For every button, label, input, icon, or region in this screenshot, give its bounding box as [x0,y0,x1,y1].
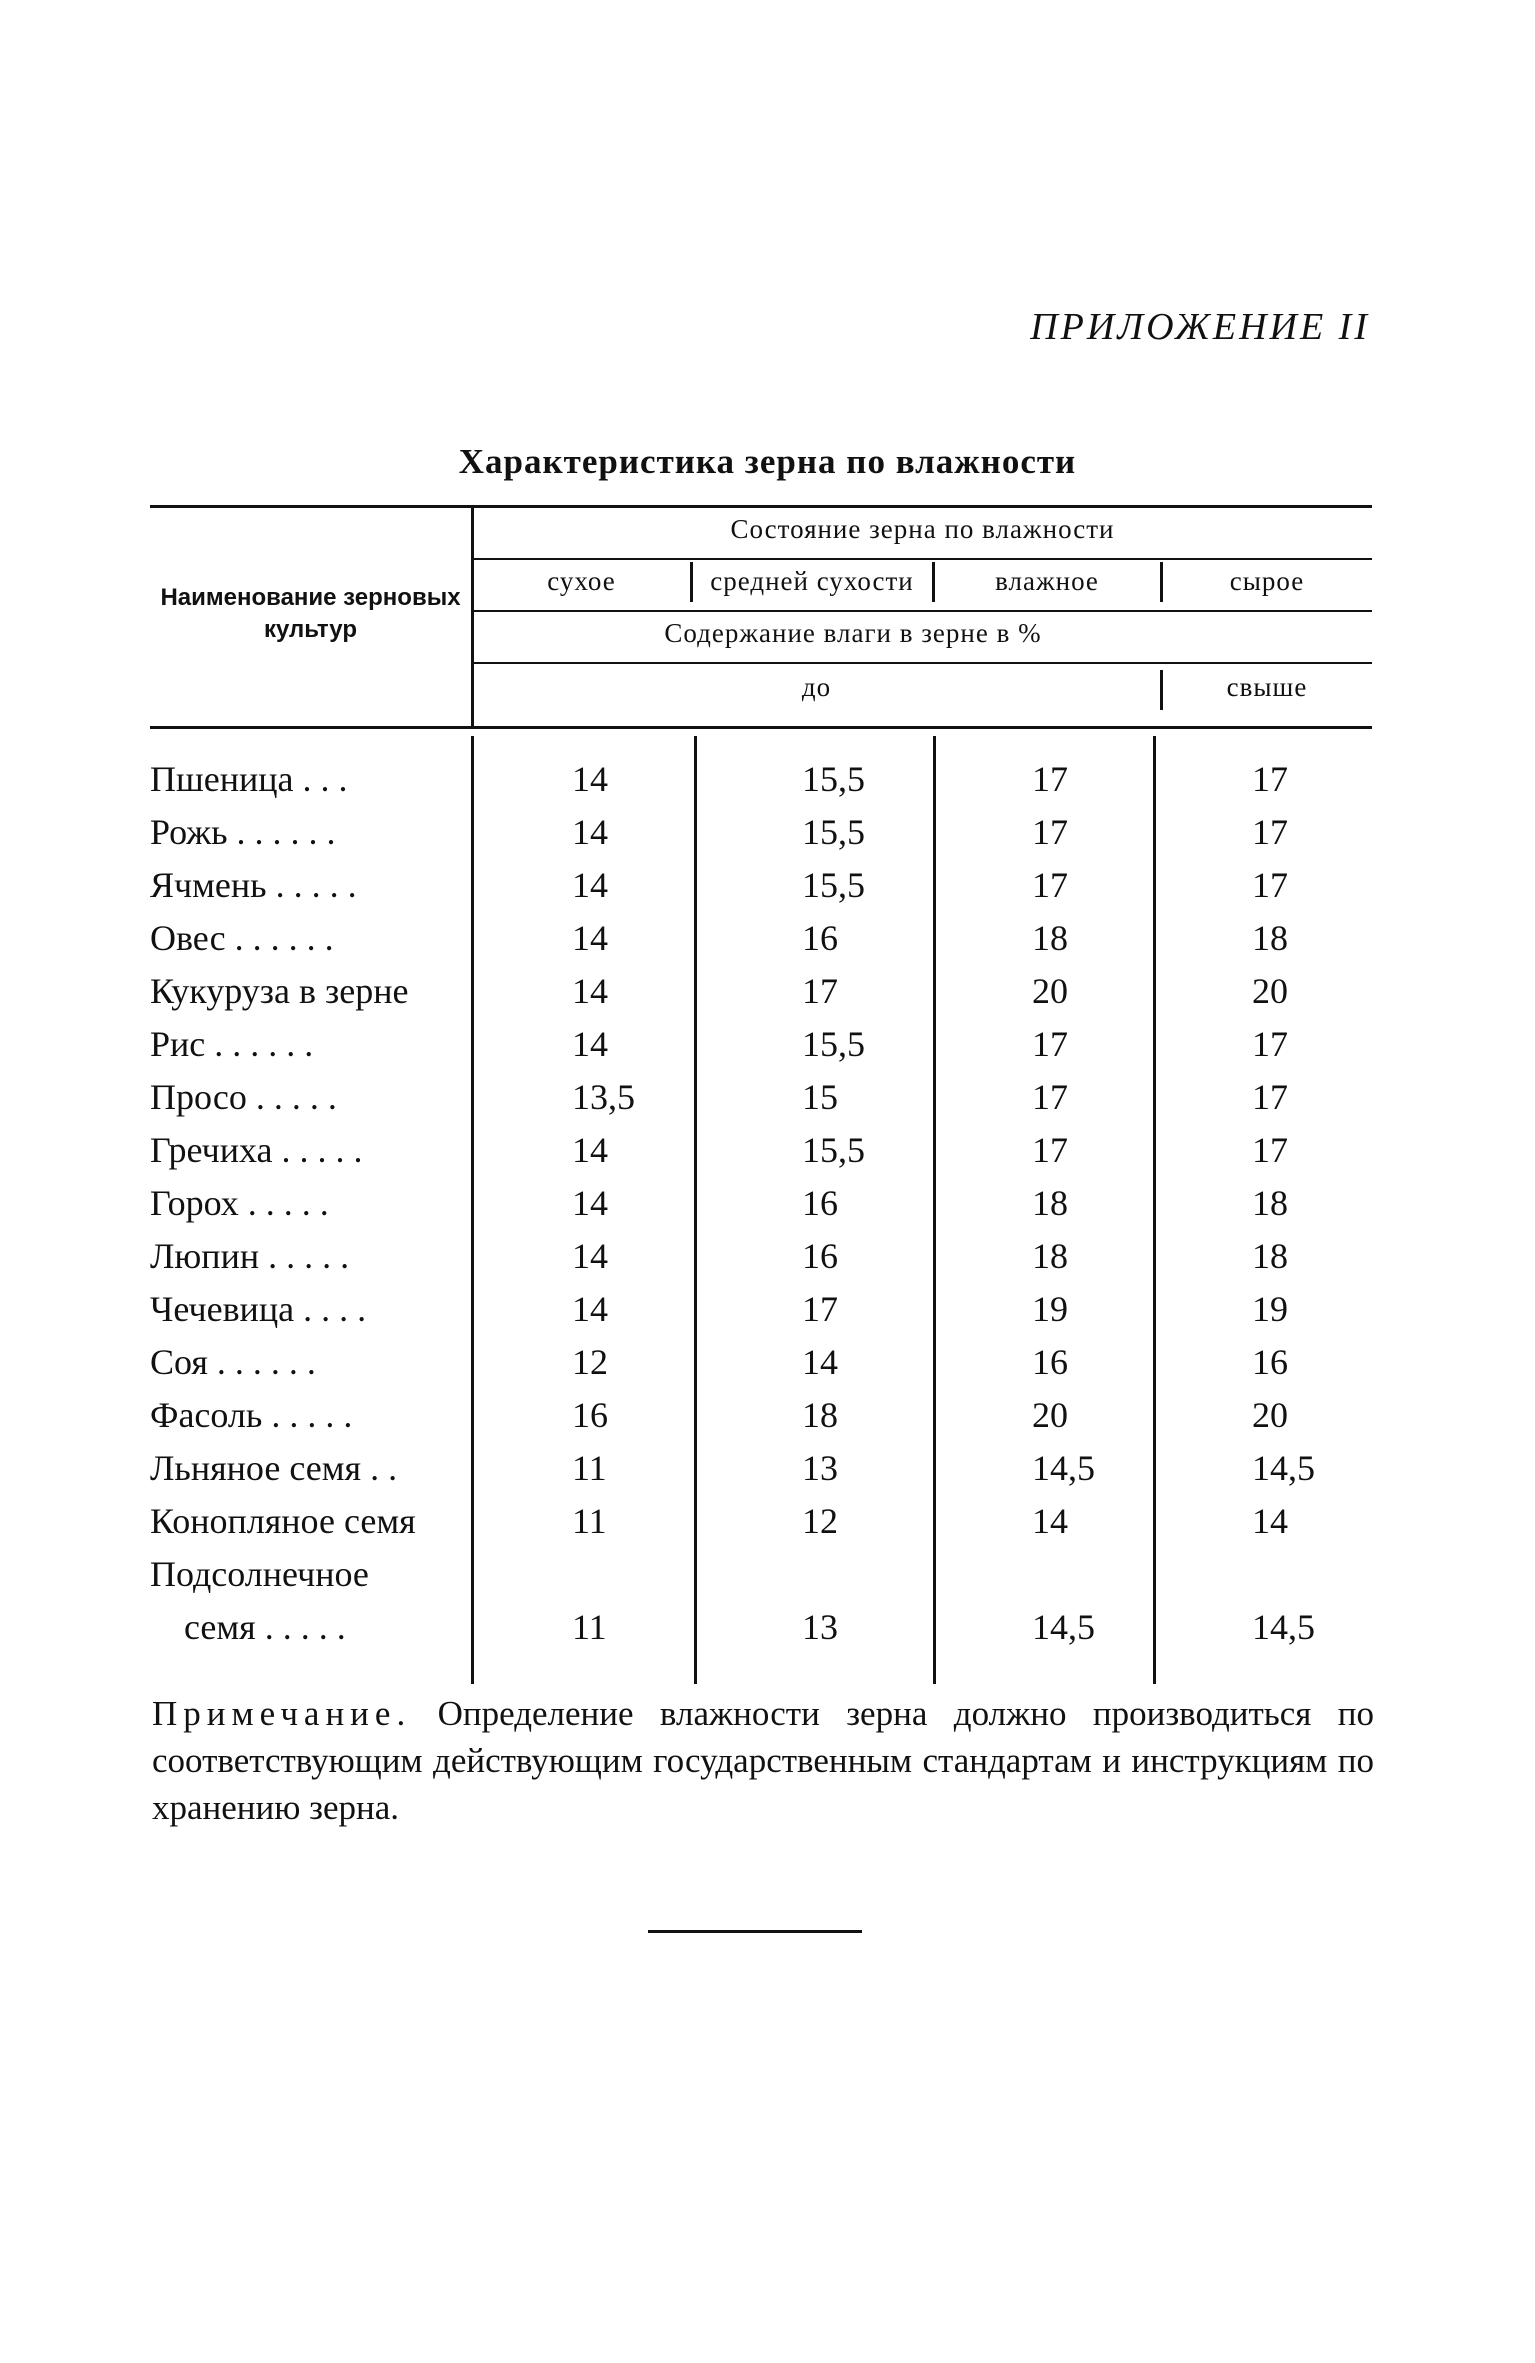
crop-name: Ячмень ..... [150,865,366,905]
crop-name: Рис ...... [150,1024,323,1064]
value-medium: 14 [802,1342,838,1382]
value-raw: 17 [1252,759,1288,799]
value-wet: 20 [1032,1395,1068,1435]
value-medium: 16 [802,1183,838,1223]
value-dry: 14 [572,1130,608,1170]
value-medium: 17 [802,971,838,1011]
moisture-table [150,500,1372,1690]
value-medium: 15,5 [802,1130,865,1170]
header-rule-3 [473,662,1372,664]
value-dry: 14 [572,759,608,799]
value-wet: 18 [1032,918,1068,958]
crop-name: Овес ...... [150,918,343,958]
table-title: Характеристика зерна по влажности [458,442,1077,481]
value-raw: 14 [1252,1501,1288,1541]
table-row [150,1553,1372,1606]
value-raw: 14,5 [1252,1607,1315,1647]
value-wet: 16 [1032,1342,1068,1382]
value-dry: 14 [572,971,608,1011]
crop-name: Люпин ..... [150,1236,359,1276]
value-medium: 12 [802,1501,838,1541]
header-moisture-label: Содержание влаги в зерне в % [664,618,1042,648]
crop-name: Подсолнечное [150,1554,369,1594]
table-row [150,811,1372,864]
header-state-dry: сухое [547,566,616,596]
footnote-label: Примечание. [152,1694,412,1733]
value-wet: 20 [1032,971,1068,1011]
crop-name: семя ..... [184,1607,355,1647]
header-rule-2 [473,610,1372,612]
table-row [150,1500,1372,1553]
value-dry: 16 [572,1395,608,1435]
value-wet: 17 [1032,1130,1068,1170]
crop-name: Конопляное семя [150,1501,416,1541]
appendix-heading: ПРИЛОЖЕНИЕ II [1030,306,1370,348]
value-dry: 14 [572,1183,608,1223]
crop-name: Чечевица .... [150,1289,376,1329]
table-row [150,864,1372,917]
crop-name: Льняное семя .. [150,1448,407,1488]
value-dry: 11 [572,1607,607,1647]
value-dry: 14 [572,1024,608,1064]
header-state-wet: влажное [995,566,1099,596]
footnote [152,1690,1374,1831]
table-row [150,1447,1372,1500]
value-medium: 15,5 [802,759,865,799]
value-wet: 17 [1032,865,1068,905]
value-wet: 19 [1032,1289,1068,1329]
value-raw: 17 [1252,1024,1288,1064]
value-medium: 15,5 [802,812,865,852]
value-dry: 14 [572,918,608,958]
value-medium: 16 [802,1236,838,1276]
value-medium: 17 [802,1289,838,1329]
value-dry: 14 [572,865,608,905]
value-wet: 14,5 [1032,1448,1095,1488]
value-medium: 13 [802,1607,838,1647]
value-raw: 17 [1252,865,1288,905]
value-wet: 17 [1032,759,1068,799]
value-raw: 20 [1252,1395,1288,1435]
value-raw: 17 [1252,1130,1288,1170]
header-state-group: Состояние зерна по влажности [730,514,1115,544]
header-rule-1 [473,558,1372,560]
value-dry: 14 [572,1289,608,1329]
value-medium: 15 [802,1077,838,1117]
table-row [150,1235,1372,1288]
table-top-rule [150,505,1372,508]
crop-name: Рожь ...... [150,812,345,852]
value-medium: 16 [802,918,838,958]
header-state-raw: сырое [1229,566,1305,596]
value-medium: 18 [802,1395,838,1435]
closing-rule [648,1930,862,1933]
value-raw: 19 [1252,1289,1288,1329]
value-wet: 18 [1032,1236,1068,1276]
table-row [150,970,1372,1023]
value-raw: 14,5 [1252,1448,1315,1488]
table-row [150,1606,1372,1659]
crop-name: Фасоль ..... [150,1395,362,1435]
table-row [150,1394,1372,1447]
value-wet: 14,5 [1032,1607,1095,1647]
value-dry: 14 [572,812,608,852]
value-raw: 16 [1252,1342,1288,1382]
crop-name: Кукуруза в зерне [150,971,409,1011]
crop-name: Соя ...... [150,1342,325,1382]
value-medium: 15,5 [802,865,865,905]
value-wet: 14 [1032,1501,1068,1541]
table-row [150,1182,1372,1235]
header-state-medium: средней сухости [710,566,914,596]
header-above: свыше [1226,672,1308,702]
table-row [150,1023,1372,1076]
value-raw: 17 [1252,812,1288,852]
header-name-column: Наименование зерновых культур [160,584,461,643]
crop-name: Гречиха ..... [150,1130,372,1170]
value-wet: 17 [1032,1024,1068,1064]
crop-name: Пшеница ... [150,759,357,799]
table-row [150,917,1372,970]
value-dry: 13,5 [572,1077,635,1117]
value-dry: 14 [572,1236,608,1276]
header-upto: до [801,672,832,702]
footnote-text: Определение влажности зерна должно производиться по соответствующим действующим государственным стандартам и инструкциям по хранению зерна. [152,1694,1375,1827]
value-raw: 17 [1252,1077,1288,1117]
header-bottom-rule [150,726,1372,729]
value-dry: 11 [572,1448,607,1488]
value-raw: 18 [1252,1183,1288,1223]
crop-name: Горох ..... [150,1183,338,1223]
table-row [150,1129,1372,1182]
value-raw: 20 [1252,971,1288,1011]
crop-name: Просо ..... [150,1077,346,1117]
value-medium: 13 [802,1448,838,1488]
value-dry: 12 [572,1342,608,1382]
table-row [150,758,1372,811]
value-raw: 18 [1252,1236,1288,1276]
value-wet: 18 [1032,1183,1068,1223]
value-wet: 17 [1032,1077,1068,1117]
value-dry: 11 [572,1501,607,1541]
table-row [150,1076,1372,1129]
value-medium: 15,5 [802,1024,865,1064]
table-row [150,1341,1372,1394]
value-raw: 18 [1252,918,1288,958]
table-row [150,1288,1372,1341]
value-wet: 17 [1032,812,1068,852]
